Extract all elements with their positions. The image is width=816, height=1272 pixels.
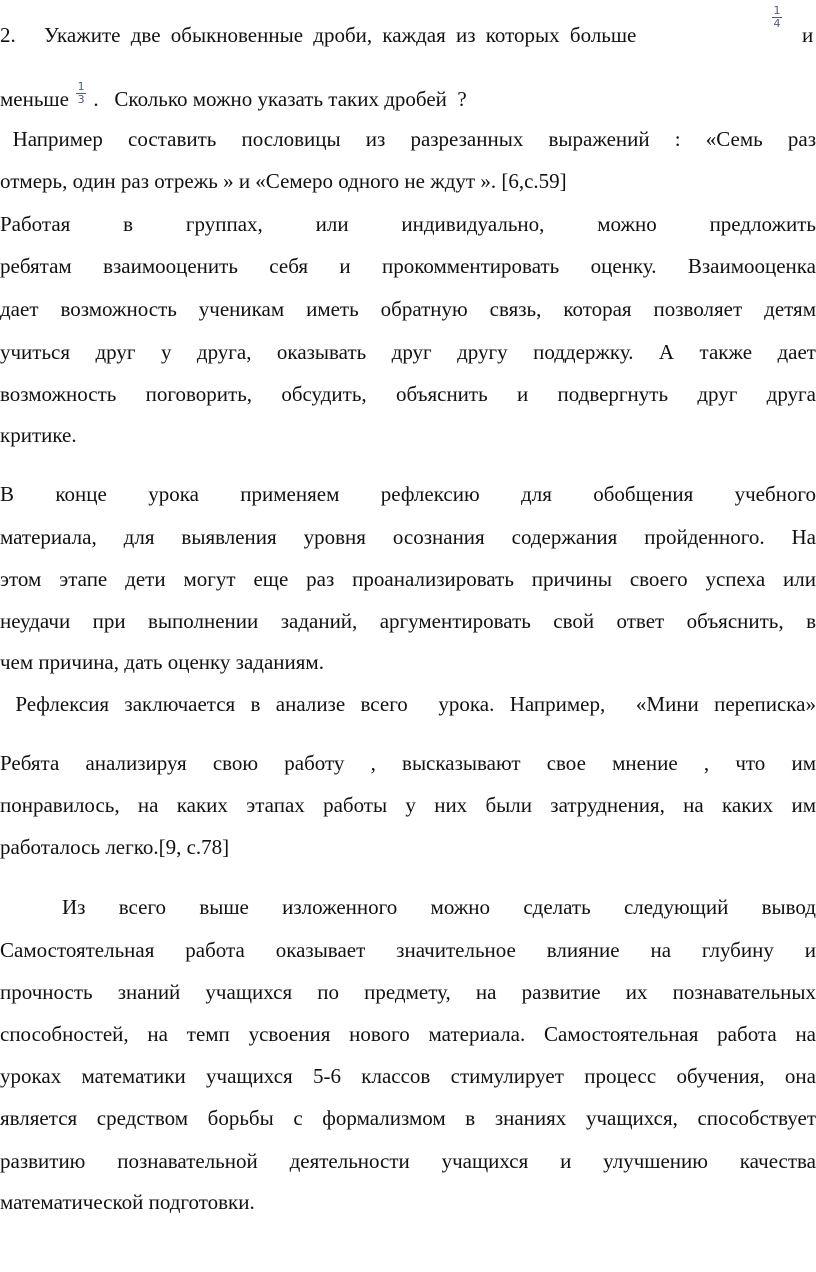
fraction-one-quarter [772, 6, 782, 29]
text-line: Рефлексия заключается в анализе всего урока. Например, «Мини переписка» [0, 692, 816, 716]
text-line: математической подготовки. [0, 1190, 255, 1214]
task-line-2-prefix: меньше [0, 87, 69, 111]
text-line: понравилось, на каких этапах работы у них были затруднения, на каких им [0, 793, 816, 817]
text-line: Самостоятельная работа оказывает значительное влияние на глубину и [0, 938, 816, 962]
task-line-1 [0, 4, 816, 48]
task-line-2 [0, 79, 467, 113]
fraction-numerator: 1 [773, 4, 781, 17]
text-line: учиться друг у друга, оказывать друг другу поддержку. А также дает [0, 340, 816, 364]
text-line: Из всего выше изложенного можно сделать следующий вывод [62, 895, 816, 919]
text-line: развитию познавательной деятельности учащихся и улучшению качества [0, 1149, 816, 1173]
fraction-denominator: 3 [77, 92, 85, 106]
text-line: этом этапе дети могут еще раз проанализировать причины своего успеха или [0, 567, 816, 591]
text-line: Работая в группах, или индивидуально, можно предложить [0, 212, 816, 236]
text-line: отмерь, один раз отрежь » и «Семеро одного не ждут ». [6,с.59] [0, 169, 567, 193]
text-line: Ребята анализируя свою работу , высказывают свое мнение , что им [0, 751, 816, 775]
text-line: возможность поговорить, обсудить, объяснить и подвергнуть друг друга [0, 382, 816, 406]
task-number: 2. [0, 23, 16, 47]
text-line: критике. [0, 423, 77, 447]
text-line: способностей, на темп усвоения нового материала. Самостоятельная работа на [0, 1022, 816, 1046]
text-line: ребятам взаимооценить себя и прокомментировать оценку. Взаимооценка [0, 254, 816, 278]
text-line: работалось легко.[9, с.78] [0, 835, 230, 859]
text-line: Например составить пословицы из разрезанных выражений : «Семь раз [0, 127, 816, 151]
text-line: неудачи при выполнении заданий, аргументировать свой ответ объяснить, в [0, 609, 816, 633]
task-line-2-suffix: . Сколько можно указать таких дробей ? [93, 87, 467, 111]
fraction-denominator: 4 [773, 17, 781, 30]
text-line: является средством борьбы с формализмом в знаниях учащихся, способствует [0, 1106, 816, 1130]
text-line: прочность знаний учащихся по предмету, на развитие их познавательных [0, 980, 816, 1004]
task-text-tail: и [802, 23, 814, 47]
text-line: дает возможность ученикам иметь обратную связь, которая позволяет детям [0, 297, 816, 321]
text-line: уроках математики учащихся 5-6 классов стимулирует процесс обучения, она [0, 1064, 816, 1088]
text-line: материала, для выявления уровня осознания содержания пройденного. На [0, 525, 816, 549]
fraction-numerator: 1 [77, 79, 85, 93]
text-line: В конце урока применяем рефлексию для обобщения учебного [0, 482, 816, 506]
text-line: чем причина, дать оценку заданиям. [0, 650, 324, 674]
task-text: Укажите две обыкновенные дроби, каждая из которых больше [44, 23, 637, 47]
fraction-one-third [76, 79, 86, 106]
